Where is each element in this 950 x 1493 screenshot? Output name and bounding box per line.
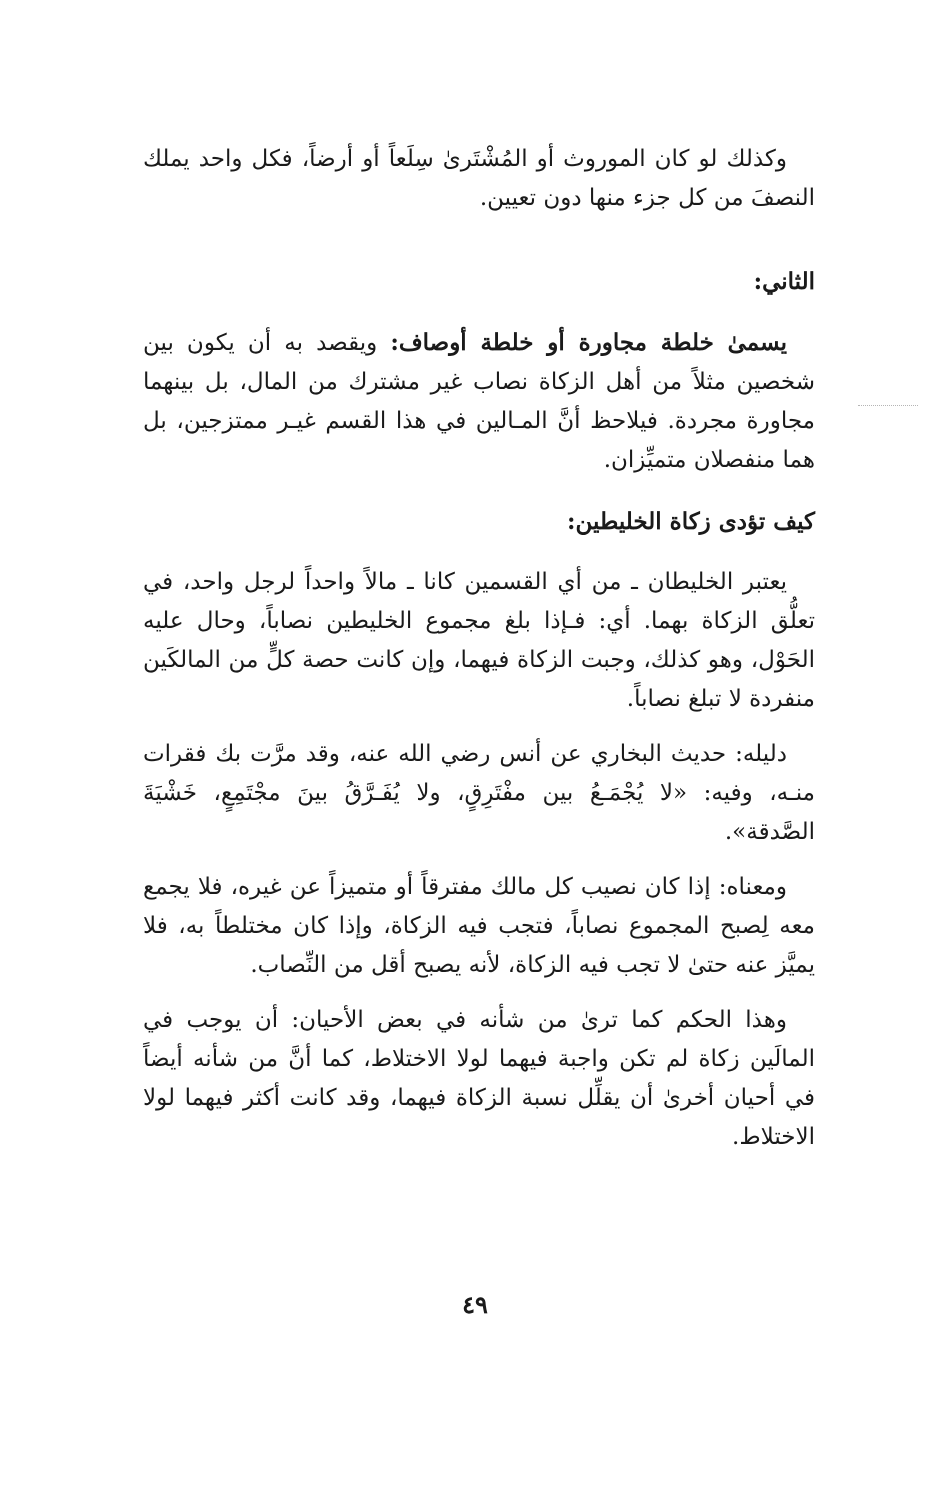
paragraph-ownership: وكذلك لو كان الموروث أو المُشْتَرىٰ سِلَعاً أو أرضاً، فكل واحد يملك النصفَ من كل جزء منها دون تعيين. bbox=[143, 146, 815, 211]
paragraph-partners-rule: يعتبر الخليطان ـ من أي القسمين كانا ـ مالاً واحداً لرجل واحد، في تعلُّق الزكاة بهما. أي: فـإذا بلغ مجموع الخليطين نصاباً، وحال عليه الحَوْل، وهو كذلك، وجبت الزكاة فيهما، وإن كانت حصة كلٍّ من المالكَين منفردة لا تبلغ نصاباً. bbox=[143, 569, 815, 712]
heading-second: الثاني: bbox=[753, 268, 815, 295]
term-neighbor-mixing: يسمىٰ خلطة مجاورة أو خلطة أوصاف: bbox=[390, 329, 787, 356]
paragraph-neighbor-mixing bbox=[143, 323, 815, 480]
page-body bbox=[143, 140, 815, 1157]
paragraph-neighbor-mixing-text: ويقصد به أن يكون بين شخصين مثلاً من أهل الزكاة نصاب غير مشترك من المال، بل بينهما مجاورة مجردة. فيلاحظ أنَّ المـالين في هذا القسم غيـر ممتزجين، بل هما منفصلان متميِّزان. bbox=[143, 330, 815, 473]
heading-how-to-pay: كيف تؤدى زكاة الخليطين: bbox=[567, 508, 815, 535]
paragraph-evidence: دليله: حديث البخاري عن أنس رضي الله عنه، وقد مرَّت بك فقرات منـه، وفيه: «لا يُجْمَـعُ بين مفْتَرِقٍ، ولا يُفَـرَّقُ بينَ مجْتَمِعٍ، خَشْيَةَ الصَّدقة». bbox=[143, 741, 815, 845]
paragraph-ruling-effect: وهذا الحكم كما ترىٰ من شأنه في بعض الأحيان: أن يوجب في المالَين زكاة لم تكن واجبة فيهما لولا الاختلاط، كما أنَّ من شأنه أيضاً في أحيان أخرىٰ أن يقلِّل نسبة الزكاة فيهما، وقد كانت أكثر فيهما لولا الاختلاط. bbox=[143, 1007, 815, 1150]
page-number: ٤٩ bbox=[462, 1290, 488, 1319]
paragraph-meaning: ومعناه: إذا كان نصيب كل مالك مفترقاً أو متميزاً عن غيره، فلا يجمع معه لِصبح المجموع نصاباً، فتجب فيه الزكاة، وإذا كان مختلطاً به، فلا يميَّز عنه حتىٰ لا تجب فيه الزكاة، لأنه يصبح أقل من النِّصاب. bbox=[143, 874, 815, 978]
margin-mark bbox=[858, 405, 918, 412]
